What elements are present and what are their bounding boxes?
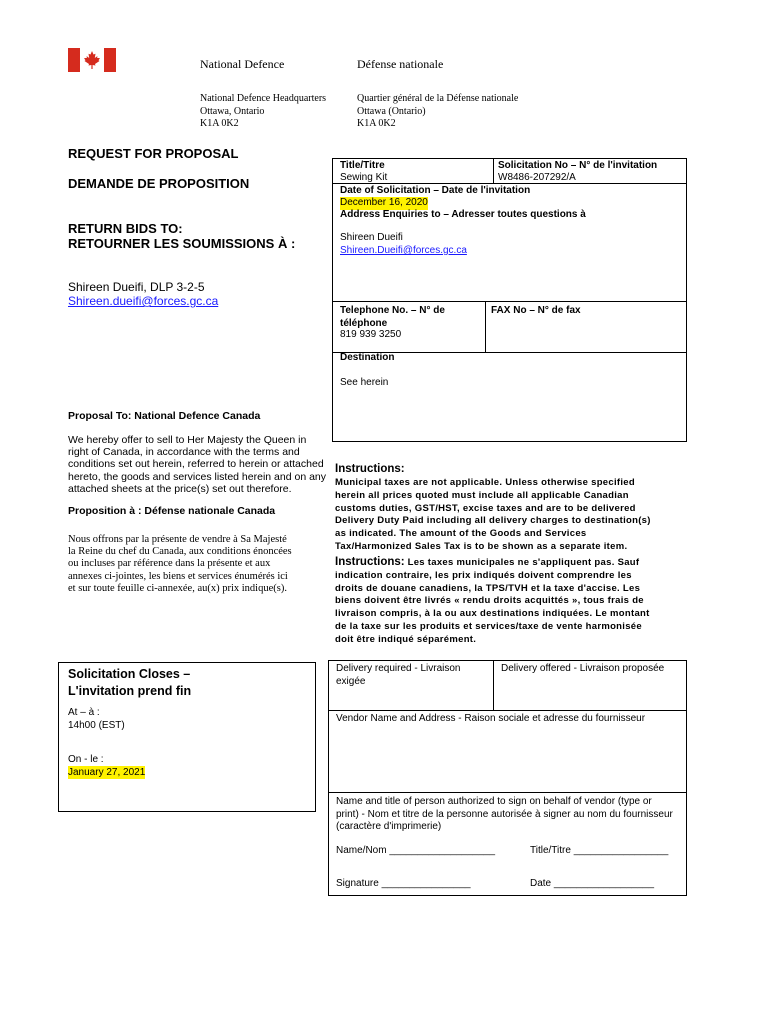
address-fr: Quartier général de la Défense nationale Ottawa (Ontario) K1A 0K2 — [357, 93, 519, 129]
solicitation-no-value: W8486-207292/A — [498, 172, 576, 183]
closes-date: On - le : January 27, 2021 — [68, 754, 146, 778]
canada-flag-icon — [68, 48, 116, 72]
delivery-required-label: Delivery required - Livraison exigée — [336, 663, 461, 687]
fax-label: FAX No – N° de fax — [491, 305, 581, 316]
proposal-to-fr: Proposition à : Défense nationale Canada — [68, 505, 276, 517]
vendor-box — [328, 660, 687, 896]
destination-label: Destination — [340, 352, 395, 363]
dept-name-en: National Defence — [200, 57, 285, 71]
delivery-offered-label: Delivery offered - Livraison proposée — [501, 663, 665, 674]
instructions-en: Instructions: Municipal taxes are not applicable. Unless otherwise specified herein all prices quoted must include all applicable Canadian customs duties, GST/HST, excise taxes and are to be delivered Delivery Duty Paid including all delivery charges to destination(s) as indicated. The amount of the Goods and Services Tax/Harmonized Sales Tax is to be shown as a separate item. — [335, 463, 651, 552]
enquiries-email-link[interactable]: Shireen.Dueifi@forces.gc.ca — [340, 245, 467, 256]
telephone-label: Telephone No. – N° de téléphone — [340, 305, 445, 329]
title-field[interactable]: Title/Titre _________________ — [530, 845, 669, 856]
return-bids-fr: RETOURNER LES SOUMISSIONS À : — [68, 236, 296, 251]
solicitation-no-label: Solicitation No – N° de l'invitation — [498, 160, 658, 171]
vendor-name-label: Vendor Name and Address - Raison sociale et adresse du fournisseur — [336, 713, 646, 724]
contact-name: Shireen Dueifi, DLP 3-2-5 — [68, 280, 205, 294]
authorized-person-label: Name and title of person authorized to sign on behalf of vendor (type or print) - Nom et titre de la personne autorisée à signer au nom du fournisseur (caractère d'imprimerie) — [336, 796, 673, 832]
closes-time: At – à : 14h00 (EST) — [68, 707, 125, 731]
title-value: Sewing Kit — [340, 172, 388, 183]
solicitation-date-label: Date of Solicitation – Date de l'invitation — [340, 185, 531, 196]
signature-field[interactable]: Signature ________________ — [336, 878, 471, 889]
enquiries-name: Shireen Dueifi — [340, 232, 403, 243]
dept-name-fr: Défense nationale — [357, 57, 444, 71]
solicitation-date-value: December 16, 2020 — [340, 197, 428, 208]
instructions-fr: Instructions: Les taxes municipales ne s'appliquent pas. Sauf indication contraire, les prix indiqués doivent comprendre les droits de douane canadiens, la TPS/TVH et la taxe d'accise. Les biens doivent être livrés « rendu droits acquittés », tous frais de livraison compris, à la ou aux destinations indiquées. Le montant de la taxe sur les produits et services/taxe de vente harmonisée doit être indiqué séparément. — [335, 556, 650, 645]
closes-title: Solicitation Closes – L'invitation prend fin — [68, 667, 192, 698]
rfp-title-en: REQUEST FOR PROPOSAL — [68, 146, 239, 161]
offer-text-en: We hereby offer to sell to Her Majesty the Queen in right of Canada, in accordance with the terms and conditions set out herein, referred to herein or attached hereto, the goods and services listed herein and on any attached sheets at the price(s) set out therefore. — [68, 434, 327, 495]
contact-email-link[interactable]: Shireen.dueifi@forces.gc.ca — [68, 294, 219, 308]
address-en: National Defence Headquarters Ottawa, Ontario K1A 0K2 — [200, 93, 327, 129]
date-field[interactable]: Date __________________ — [530, 878, 655, 889]
return-bids-en: RETURN BIDS TO: — [68, 221, 183, 236]
enquiries-label: Address Enquiries to – Adresser toutes questions à — [340, 209, 586, 220]
rfp-title-fr: DEMANDE DE PROPOSITION — [68, 176, 250, 191]
title-label: Title/Titre — [340, 160, 385, 171]
offer-text-fr: Nous offrons par la présente de vendre à Sa Majesté la Reine du chef du Canada, aux conditions énoncées ou incluses par référence dans la présente et aux annexes ci-jointes, les biens et services énumérés ici et sur toute feuille ci-annexée, au(x) prix indique(s). — [68, 534, 292, 594]
destination-value: See herein — [340, 377, 389, 388]
proposal-to-en: Proposal To: National Defence Canada — [68, 410, 261, 422]
name-field[interactable]: Name/Nom ___________________ — [336, 845, 496, 856]
telephone-value: 819 939 3250 — [340, 329, 402, 340]
